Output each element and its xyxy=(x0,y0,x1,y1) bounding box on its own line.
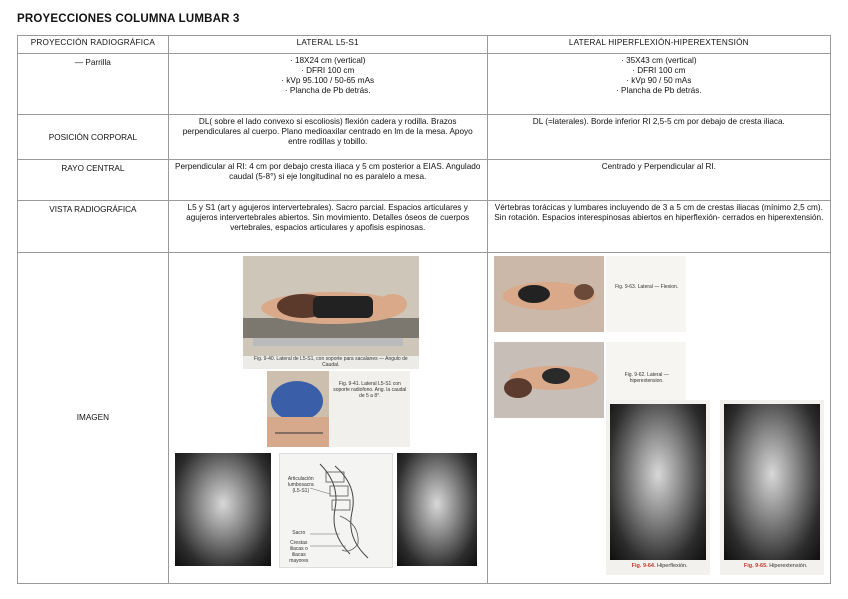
caption-fig-9-63: Fig. 9-63. Lateral — Flexion. xyxy=(615,284,679,290)
figure-9-40 xyxy=(243,256,419,369)
row-label-rayo: RAYO CENTRAL xyxy=(18,160,169,201)
caption-fig-9-62: Fig. 9-62. Lateral — hiperextension. xyxy=(624,372,669,384)
caption-panel-flexion xyxy=(606,256,686,332)
cell-lateral-imagen xyxy=(168,253,487,584)
table-row xyxy=(18,160,831,201)
lateral-parrilla-dfri: · DFRI 100 cm xyxy=(301,66,355,75)
figure-9-65 xyxy=(720,400,824,575)
figure-9-41 xyxy=(267,371,410,447)
annotation-articulacion: Articulación lumbosacra (L5-S1) xyxy=(287,476,314,494)
xray-hiperextension xyxy=(724,404,820,560)
header-lateral-l5s1: LATERAL L5-S1 xyxy=(168,36,487,54)
fig-9-64-label: Fig. 9-64. xyxy=(631,563,656,569)
cell-lateral-posicion: DL( sobre el lado convexo si escoliosis) flexión cadera y rodilla. Brazos perpendiculares al cuerpo. Plano medioaxilar centrado en lm de la mesa. Apoyo entre rodillas y tobillo. xyxy=(168,115,487,160)
table-row xyxy=(18,201,831,253)
row-label-parrilla: — Parrilla xyxy=(18,54,169,115)
header-projection: PROYECCIÓN RADIOGRÁFICA xyxy=(18,36,169,54)
fig-9-65-text: Hiperextensión. xyxy=(769,563,808,569)
cell-lateral-parrilla xyxy=(168,54,487,115)
caption-fig-9-64 xyxy=(612,563,708,569)
hiper-parrilla-dfri: · DFRI 100 cm xyxy=(632,66,686,75)
header-lateral-hiper: LATERAL HIPERFLEXIÓN-HIPEREXTENSIÓN xyxy=(487,36,830,54)
patient-lateral-photo xyxy=(243,256,419,369)
hiper-parrilla-kvp: · kVp 90 / 50 mAs xyxy=(626,76,692,85)
anatomy-diagram xyxy=(279,453,393,568)
caption-fig-9-65 xyxy=(730,563,822,569)
table-header-row xyxy=(18,36,831,54)
xray-lateral-2 xyxy=(397,453,477,566)
document-title: PROYECCIONES COLUMNA LUMBAR 3 xyxy=(17,13,240,25)
cell-hiper-parrilla xyxy=(487,54,830,115)
cell-hiper-rayo: Centrado y Perpendicular al RI. xyxy=(487,160,830,201)
cell-hiper-imagen xyxy=(487,253,830,584)
row-label-vista: VISTA RADIOGRÁFICA xyxy=(18,201,169,253)
table-row xyxy=(18,115,831,160)
annotation-sacro: Sacro xyxy=(292,530,306,536)
xray-lateral-1 xyxy=(175,453,271,566)
row-label-posicion: POSICIÓN CORPORAL xyxy=(18,115,169,160)
lateral-parrilla-size: · 18X24 cm (vertical) xyxy=(289,56,366,65)
patient-flexion-photo xyxy=(494,256,604,332)
figure-9-64 xyxy=(606,400,710,575)
hiper-parrilla-pb: · Plancha de Pb detrás. xyxy=(616,86,702,95)
annotation-crestas: Crestas iliacas o iliacas mayores xyxy=(289,540,309,564)
table-row xyxy=(18,253,831,584)
fig-9-64-text: Hiperflexión. xyxy=(657,563,688,569)
cell-lateral-rayo: Perpendicular al RI: 4 cm por debajo cresta iliaca y 5 cm posterior a EIAS. Angulado caudal (5-8°) si eje longitudinal no es paralelo a mesa. xyxy=(168,160,487,201)
photo-flexion xyxy=(494,256,604,332)
photo-extension xyxy=(494,342,604,418)
cell-hiper-vista: Vértebras torácicas y lumbares incluyendo de 3 a 5 cm de crestas iliacas (mínimo 2,5 cm). Sin rotación. Espacios interespinosas abiertos en hiperflexión- cerrados en hiperextensión. xyxy=(487,201,830,253)
cell-lateral-vista: L5 y S1 (art y agujeros intervertebrales). Sacro parcial. Espacios articulares y agujeros intervertebrales abiertos. Sin movimiento. Detalles óseos de cuerpos vertebrales, espacios articulares y apofisis espinosas. xyxy=(168,201,487,253)
fig-9-65-label: Fig. 9-65. xyxy=(743,563,768,569)
lateral-parrilla-pb: · Plancha de Pb detrás. xyxy=(284,86,371,95)
patient-extension-photo xyxy=(494,342,604,418)
xray-hiperflexion xyxy=(610,404,706,560)
row-label-imagen: IMAGEN xyxy=(18,253,169,584)
caption-fig-9-40: Fig. 9-40. Lateral de L5-S1, con soporte para sacalanes — Angulo de Caudal. xyxy=(253,356,408,368)
hiper-parrilla-size: · 35X43 cm (vertical) xyxy=(621,56,697,65)
table-row xyxy=(18,54,831,115)
lateral-parrilla-kvp: · kVp 95.100 / 50-65 mAs xyxy=(281,76,375,85)
projection-table xyxy=(17,35,831,584)
cell-hiper-posicion: DL (=laterales). Borde inferior RI 2,5-5 cm por debajo de cresta iliaca. xyxy=(487,115,830,160)
caption-fig-9-41: Fig. 9-41. Lateral L5-S1 con soporte radiofono. Ang. la caudal de 5 a 8°. xyxy=(333,381,407,399)
